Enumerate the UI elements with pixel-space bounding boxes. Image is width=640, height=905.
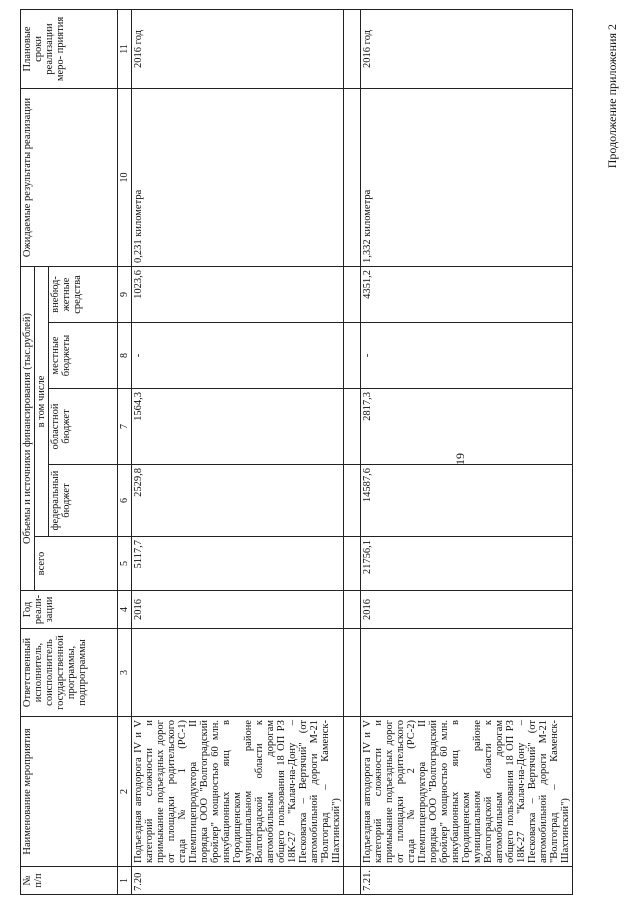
header-federal: федеральный бюджет [49,465,118,537]
row-year: 2016 [132,591,344,629]
header-regional: областной бюджет [49,389,118,465]
header-year: Год реали- зации [21,591,118,629]
column-number: 2 [118,717,132,867]
row-spacer [344,9,361,894]
row-federal: 2529,8 [132,465,344,537]
row-name: Подъездная автодорога IV и V категорий сложности и примыкание подъездных дорог от площадки родительского стада № 2 (РС-2) Племптицепродуктора II порядка ООО "Волгоградский бройлер" мощностью 60 млн. инкубационных яиц в Городищенском муниципальном районе Волгоградской области к автомобильным дорогам общего пользования 18 ОП РЗ 18К-27 "Калач-на-Дону – Песковатка – Вертячий" (от автомобильной дороги М-21 "Волгоград – Каменск-Шахтинский") [361,717,573,867]
row-term: 2016 год [132,9,344,88]
header-terms: Плановые сроки реализации меро- приятия [21,9,118,88]
header-incl: в том числе [35,266,49,536]
row-regional: 2817,3 [361,389,573,465]
row-term: 2016 год [361,9,573,88]
header-name: Наименование мероприятия [21,717,118,867]
column-number-row [118,9,132,894]
row-name: Подъездная автодорога IV и V категорий сложности и примыкание подъездных дорог от площадки родительского стада № 1 (РС-1) Племптицепродуктора II порядка ООО "Волгоградский бройлер" мощностью 60 млн. инкубационных яиц в Городищенском муниципальном районе Волгоградской области к автомобильным дорогам общего пользования 18 ОП РЗ 18К-27 "Калач-на-Дону – Песковатка – Вертячий" (от автомобильной дороги М-21 "Волгоград – Каменск-Шахтинский") [132,717,344,867]
header-total: всего [35,537,118,591]
table-row [132,9,344,894]
program-table [20,9,573,895]
row-num: 7.20 [132,867,344,895]
column-number: 11 [118,9,132,88]
row-total: 5117,7 [132,537,344,591]
page-number: 19 [453,453,467,465]
header-row-1 [21,9,35,894]
row-year: 2016 [361,591,573,629]
header-num: № п/п [21,867,118,895]
row-total: 21756,1 [361,537,573,591]
header-funding: Объемы и источники финансирования (тыс.рублей) [21,266,35,590]
column-number: 4 [118,591,132,629]
column-number: 7 [118,389,132,465]
header-extra: внебюд- жетные средства [49,266,118,322]
header-results: Ожидаемые результаты реализации [21,88,118,266]
row-executor [132,629,344,717]
header-local: местные бюджеты [49,323,118,389]
row-result: 0,231 километра [132,88,344,266]
column-number: 5 [118,537,132,591]
column-number: 9 [118,266,132,322]
continuation-label: Продолжение приложения 2 [605,24,619,169]
table-row [361,9,573,894]
row-federal: 14587,6 [361,465,573,537]
column-number: 8 [118,323,132,389]
row-local: - [361,323,573,389]
row-extra: 4351,2 [361,266,573,322]
row-num: 7.21. [361,867,573,895]
header-executor: Ответственный исполнитель, соисполнитель государственной программы, подпрограммы [21,629,118,717]
column-number: 6 [118,465,132,537]
row-result: 1,332 километра [361,88,573,266]
column-number: 1 [118,867,132,895]
row-executor [361,629,573,717]
row-local: - [132,323,344,389]
column-number: 10 [118,88,132,266]
row-extra: 1023,6 [132,266,344,322]
column-number: 3 [118,629,132,717]
row-regional: 1564,3 [132,389,344,465]
